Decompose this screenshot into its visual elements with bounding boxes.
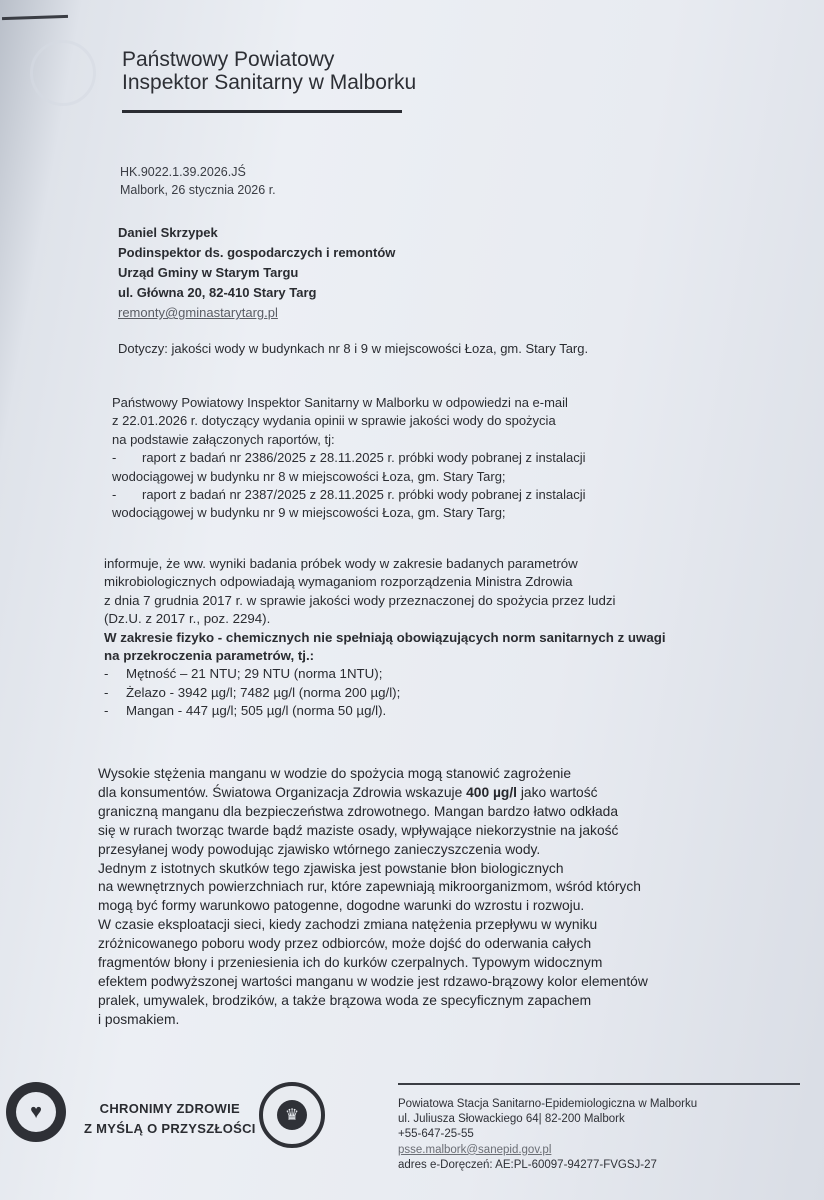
- report-text-cont: wodociągowej w budynku nr 9 w miejscowości Łoza, gm. Stary Targ;: [112, 505, 506, 521]
- recipient-position: Podinspektor ds. gospodarczych i remontów: [118, 245, 396, 260]
- recipient-address: ul. Główna 20, 82-410 Stary Targ: [118, 285, 317, 300]
- bullet-dash: -: [112, 487, 117, 503]
- parameter-text: Żelazo - 3942 µg/l; 7482 µg/l (norma 200 µg/l);: [126, 684, 401, 700]
- bullet-dash: -: [104, 666, 109, 682]
- report-text: raport z badań nr 2386/2025 z 28.11.2025 r. próbki wody pobranej z instalacji: [142, 450, 586, 466]
- body-line: Jednym z istotnych skutków tego zjawiska jest powstanie błon biologicznych: [98, 860, 564, 876]
- bullet-dash: -: [104, 703, 109, 719]
- eagle-watermark-icon: [30, 40, 96, 106]
- letterhead-title-line2: Inspektor Sanitarny w Malborku: [122, 71, 417, 94]
- case-number: HK.9022.1.39.2026.JŚ: [120, 165, 246, 179]
- report-text: raport z badań nr 2387/2025 z 28.11.2025 r. próbki wody pobranej z instalacji: [142, 487, 586, 503]
- who-limit-value: 400 µg/l: [466, 784, 518, 800]
- recipient-block: [118, 223, 395, 323]
- bullet-dash: -: [112, 450, 117, 466]
- letterhead-title-line1: Państwowy Powiatowy: [122, 48, 335, 71]
- parameter-text: Mangan - 447 µg/l; 505 µg/l (norma 50 µg/l).: [126, 703, 387, 719]
- intro-line: na podstawie załączonych raportów, tj:: [112, 431, 335, 447]
- station-address: ul. Juliusza Słowackiego 64| 82-200 Malbork: [398, 1113, 625, 1126]
- station-email-link[interactable]: psse.malbork@sanepid.gov.pl: [398, 1143, 552, 1156]
- recipient-name: Daniel Skrzypek: [118, 225, 218, 240]
- station-phone: +55-647-25-55: [398, 1128, 474, 1141]
- station-name: Powiatowa Stacja Sanitarno-Epidemiologiczna w Malborku: [398, 1098, 698, 1110]
- intro-line: Państwowy Powiatowy Inspektor Sanitarny w Malborku w odpowiedzi na e-mail: [112, 395, 568, 410]
- intro-paragraph: [112, 394, 586, 523]
- body-line: się w rurach tworząc twarde bądź maziste osady, wpływające niekorzystnie na jakość: [98, 822, 619, 838]
- body-line: graniczną manganu dla bezpieczeństwa zdrowotnego. Mangan bardzo łatwo odkłada: [98, 803, 619, 819]
- findings-line: (Dz.U. z 2017 r., poz. 2294).: [104, 611, 271, 627]
- body-line: [98, 784, 758, 803]
- body-line: przesyłanej wody powodując zjawisko wtórnego zanieczyszczenia wody.: [98, 841, 541, 857]
- footer-rule: [398, 1083, 800, 1085]
- body-line: pralek, umywalek, brodzików, a także brązowa woda ze specyficznym zapachem: [98, 992, 592, 1008]
- station-edelivery: adres e-Doręczeń: AE:PL-60097-94277-FVGSJ-27: [398, 1158, 657, 1171]
- report-item: [112, 486, 586, 504]
- place-date: Malbork, 26 stycznia 2026 r.: [120, 183, 276, 197]
- letterhead: [122, 48, 416, 94]
- parameter-text: Mętność – 21 NTU; 29 NTU (norma 1NTU);: [126, 666, 383, 682]
- slogan: [84, 1099, 256, 1139]
- body-line: efektem podwyższonej wartości manganu w wodzie jest rdzawo-brązowy kolor elementów: [98, 973, 648, 989]
- recipient-email-link[interactable]: remonty@gminastarytarg.pl: [118, 305, 278, 320]
- body-line: na wewnętrznych powierzchniach rur, które zapewniają mikroorganizmom, wśród których: [98, 879, 641, 895]
- letterhead-rule: [122, 110, 402, 113]
- intro-line: z 22.01.2026 r. dotyczący wydania opinii w sprawie jakości wody do spożycia: [112, 413, 556, 429]
- health-logo-icon: [6, 1082, 66, 1142]
- body-line: Wysokie stężenia manganu w wodzie do spożycia mogą stanowić zagrożenie: [98, 766, 572, 781]
- corner-mark: [2, 15, 68, 20]
- report-text-cont: wodociągowej w budynku nr 8 w miejscowości Łoza, gm. Stary Targ;: [112, 468, 506, 484]
- sanitary-inspection-seal-icon: [259, 1082, 325, 1148]
- findings-line: mikrobiologicznych odpowiadają wymaganiom rozporządzenia Ministra Zdrowia: [104, 574, 573, 590]
- body-line: W czasie eksploatacji sieci, kiedy zachodzi zmiana natężenia przepływu w wyniku: [98, 917, 598, 933]
- slogan-line2: Z MYŚLĄ O PRZYSZŁOŚCI: [84, 1121, 256, 1136]
- parameter-item: [104, 702, 666, 720]
- report-item: [112, 449, 586, 467]
- body-line: i posmakiem.: [98, 1011, 180, 1027]
- parameter-item: [104, 684, 666, 702]
- findings-bold-line: W zakresie fizyko - chemicznych nie spełniają obowiązujących norm sanitarnych z uwagi: [104, 629, 666, 645]
- findings-paragraph: [104, 555, 666, 721]
- findings-line: informuje, że ww. wyniki badania próbek wody w zakresie badanych parametrów: [104, 556, 578, 571]
- body-line: mogą być formy warunkowo patogenne, dogodne warunki do wzrostu i rozwoju.: [98, 898, 585, 914]
- manganese-paragraph: [98, 765, 758, 1030]
- findings-line: z dnia 7 grudnia 2017 r. w sprawie jakości wody przeznaczonej do spożycia przez ludzi: [104, 592, 616, 608]
- body-line: zróżnicowanego poboru wody przez odbiorców, może dojść do oderwania całych: [98, 936, 592, 952]
- eagle-emblem-icon: ♛: [277, 1100, 307, 1130]
- reference-block: [120, 163, 276, 199]
- slogan-line1: CHRONIMY ZDROWIE: [99, 1101, 241, 1116]
- body-line-text: jako wartość: [517, 784, 598, 800]
- subject-line: Dotyczy: jakości wody w budynkach nr 8 i 9 w miejscowości Łoza, gm. Stary Targ.: [118, 341, 589, 356]
- body-line: fragmentów błony i przeniesienia ich do kurków czerpalnych. Typowym widocznym: [98, 955, 603, 971]
- recipient-office: Urząd Gminy w Starym Targu: [118, 265, 299, 280]
- footer-contact: [398, 1097, 697, 1173]
- parameter-item: [104, 665, 666, 683]
- bullet-dash: -: [104, 684, 109, 700]
- findings-bold-line: na przekroczenia parametrów, tj.:: [104, 648, 315, 664]
- body-line-text: dla konsumentów. Światowa Organizacja Zdrowia wskazuje: [98, 784, 463, 800]
- hands-heart-icon: ♥: [16, 1092, 56, 1132]
